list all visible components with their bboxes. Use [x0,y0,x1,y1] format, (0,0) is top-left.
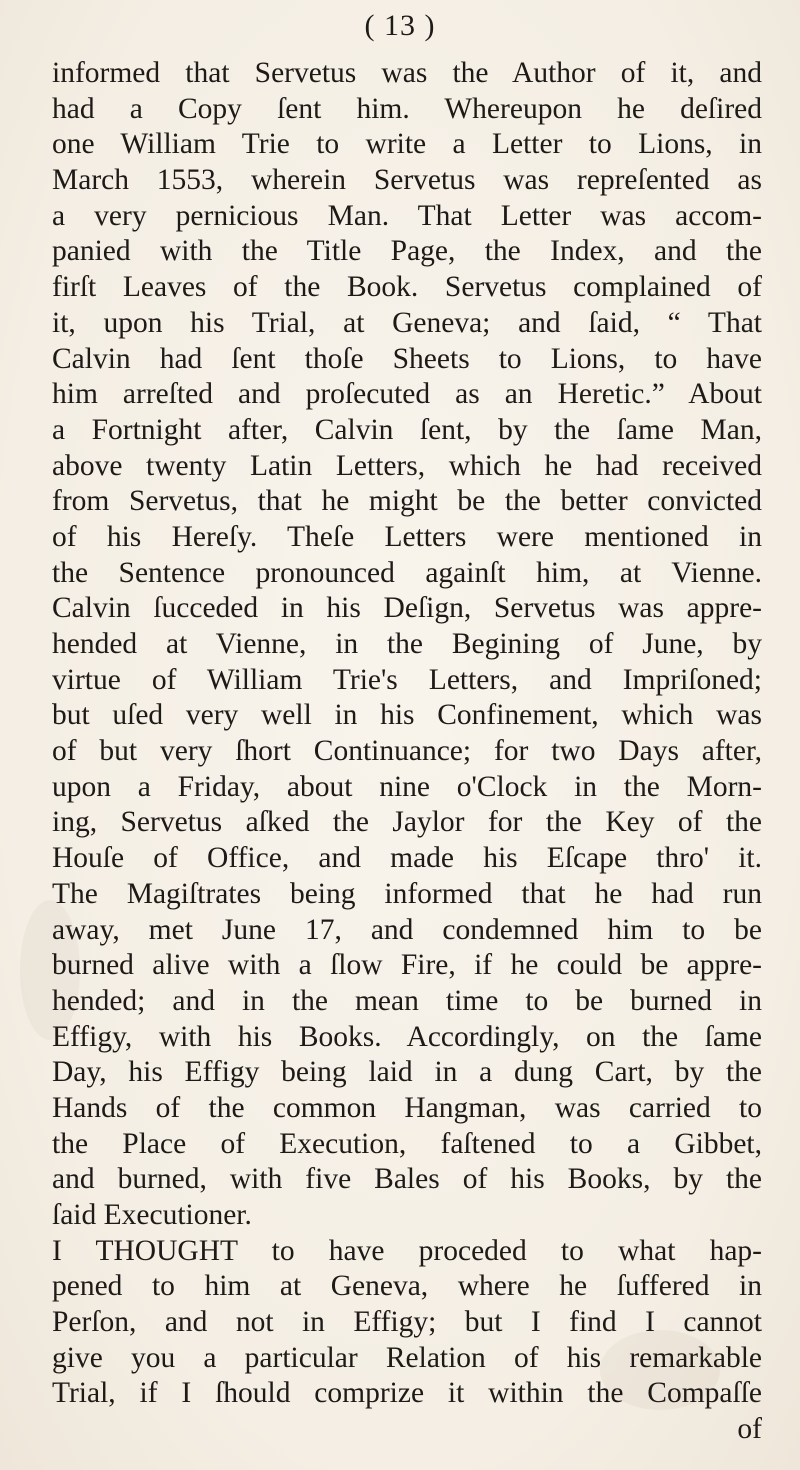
text-line: give you a particular Relation of his remarkable [52,1341,762,1374]
text-line: one William Trie to write a Letter to Lions, in [52,128,762,161]
text-line: Calvin had ſent thoſe Sheets to Lions, to have [52,342,762,375]
text-line: Hands of the common Hangman, was carried to [52,1091,762,1124]
text-line: and burned, with five Bales of his Books, by the [52,1163,762,1196]
text-line: the Place of Execution, faſtened to a Gibbet, [52,1127,762,1160]
text-line: from Servetus, that he might be the better convicted [52,485,762,518]
paragraph-start-line: I THOUGHT to have proceded to what hap- [52,1234,762,1267]
text-line: Perſon, and not in Effigy; but I find I cannot [52,1306,762,1339]
text-line: of but very ſhort Continuance; for two Days after, [52,735,762,768]
catchword: of [737,1413,762,1446]
text-line: but uſed very well in his Confinement, which was [52,699,762,732]
text-line: hended; and in the mean time to be burned in [52,984,762,1017]
text-line: a Fortnight after, Calvin ſent, by the ſame Man, [52,413,762,446]
text-line: him arreſted and proſecuted as an Heretic.” About [52,378,762,411]
text-line: virtue of William Trie's Letters, and Impriſoned; [52,663,762,696]
text-line: Trial, if I ſhould comprize it within the Compaſſe [52,1377,762,1410]
text-line: ſaid Executioner. [52,1199,252,1231]
text-line: firſt Leaves of the Book. Servetus complained of [52,271,762,304]
text-line: Houſe of Office, and made his Eſcape thro' it. [52,842,762,875]
text-line: panied with the Title Page, the Index, and the [52,235,762,268]
text-line: the Sentence pronounced againſt him, at Vienne. [52,556,762,589]
text-line: The Magiſtrates being informed that he had run [52,877,762,910]
text-line: Effigy, with his Books. Accordingly, on the ſame [52,1020,762,1053]
text-line: away, met June 17, and condemned him to be [52,913,762,946]
text-line: upon a Friday, about nine o'Clock in the Morn- [52,770,762,803]
text-line: March 1553, wherein Servetus was repreſented as [52,164,762,197]
text-line: of his Hereſy. Theſe Letters were mentioned in [52,520,762,553]
text-line: pened to him at Geneva, where he ſuffered in [52,1270,762,1303]
text-line: informed that Servetus was the Author of it, and [52,57,762,89]
body-text [52,56,762,1448]
text-line: Calvin ſucceded in his Deſign, Servetus was appre- [52,592,762,625]
text-line: Day, his Effigy being laid in a dung Cart, by the [52,1056,762,1089]
page-number: ( 13 ) [364,9,436,42]
text-line: it, upon his Trial, at Geneva; and ſaid, “ That [52,306,762,339]
text-line: above twenty Latin Letters, which he had received [52,449,762,482]
text-line: ing, Servetus aſked the Jaylor for the Key of the [52,806,762,839]
text-line: hended at Vienne, in the Begining of June, by [52,628,762,660]
text-line: burned alive with a ſlow Fire, if he could be appre- [52,949,762,982]
text-line: a very pernicious Man. That Letter was accom- [52,199,762,232]
text-line: had a Copy ſent him. Whereupon he deſired [52,92,762,125]
